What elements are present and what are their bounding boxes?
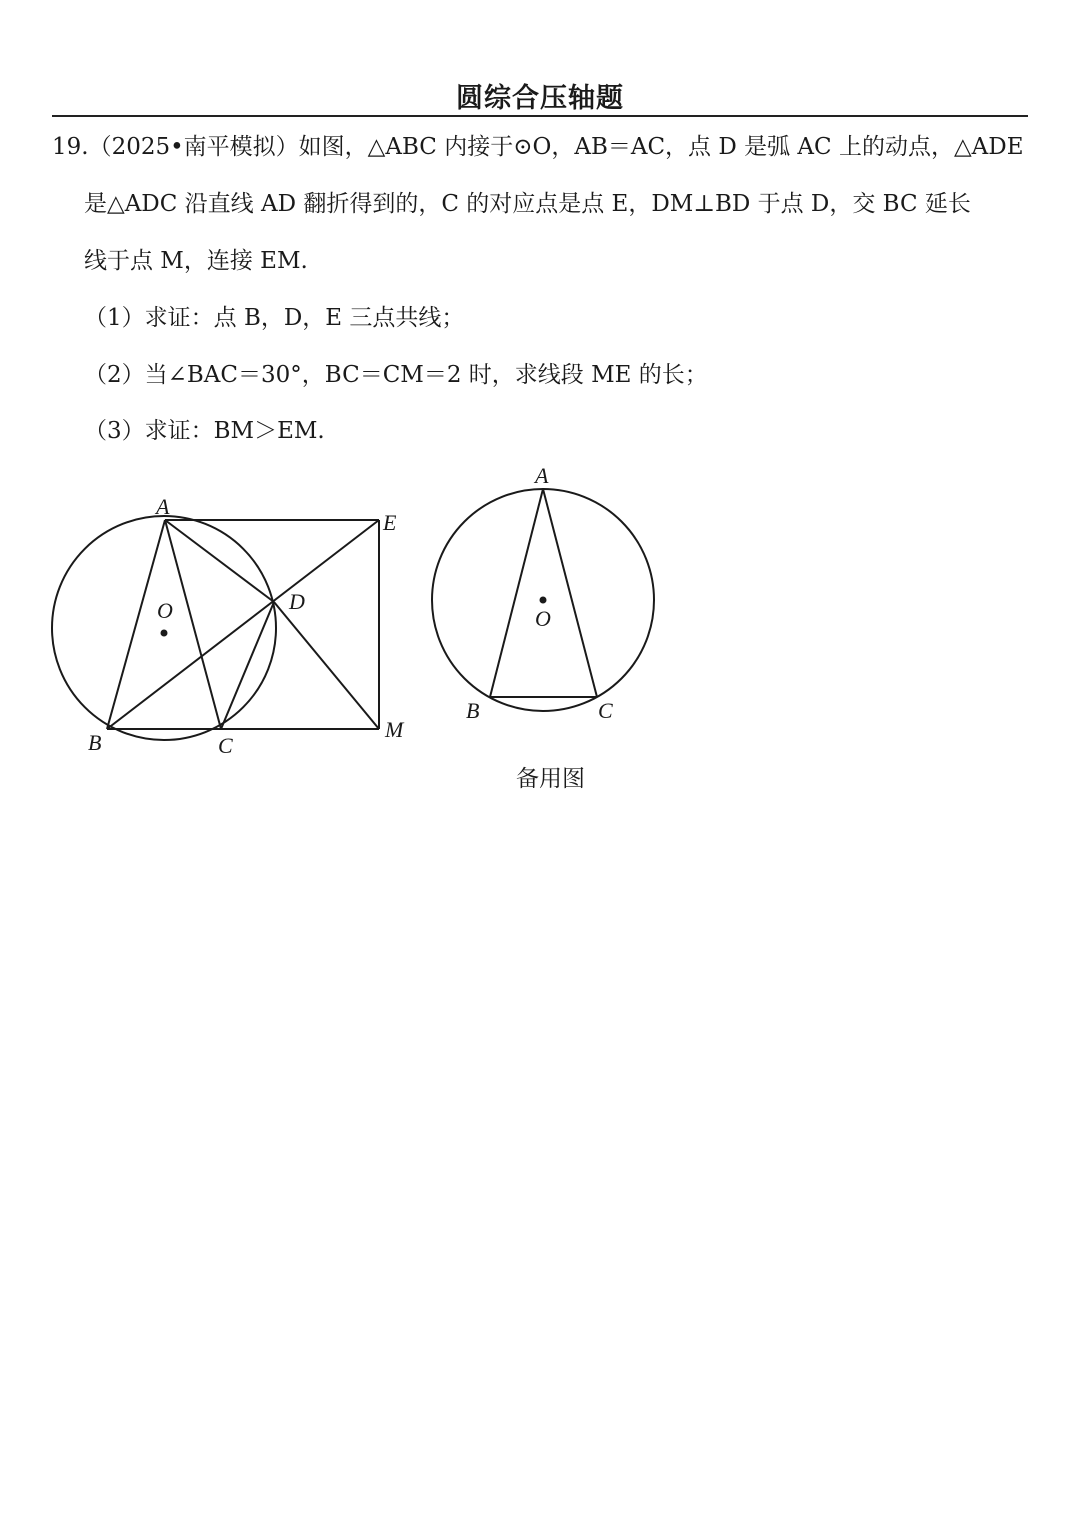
segment-dm: [274, 602, 379, 729]
label-c: C: [218, 733, 233, 758]
spare-label-c: C: [598, 698, 613, 723]
spare-label-b: B: [466, 698, 480, 723]
center-dot-o: [161, 630, 168, 637]
label-e: E: [383, 510, 397, 535]
problem-part-3: （3）求证：BM＞EM.: [84, 418, 325, 444]
problem-part-2: （2）当∠BAC＝30°，BC＝CM＝2 时，求线段 ME 的长；: [84, 362, 708, 388]
problem-part-1: （1）求证：点 B，D，E 三点共线；: [84, 305, 465, 331]
spare-label-a: A: [535, 463, 549, 488]
label-o: O: [157, 598, 173, 623]
segment-be: [107, 520, 379, 729]
problem-line-1: 19.（2025•南平模拟）如图，△ABC 内接于⊙O，AB＝AC，点 D 是弧 AC 上的动点，△ADE: [52, 134, 1024, 160]
segment-ab: [107, 520, 165, 729]
label-a: A: [156, 494, 170, 519]
spare-center-dot-o: [540, 597, 547, 604]
spare-label-o: O: [535, 606, 551, 631]
problem-line-3: 线于点 M，连接 EM.: [84, 248, 308, 274]
label-m: M: [385, 717, 404, 742]
label-d: D: [289, 589, 305, 614]
spare-segment-ab: [490, 489, 543, 697]
figure-main: [52, 516, 379, 740]
circle-o: [52, 516, 276, 740]
page-title: 圆综合压轴题: [456, 83, 624, 114]
spare-figure-caption: 备用图: [516, 766, 585, 792]
label-b: B: [88, 730, 102, 755]
spare-segment-ac: [543, 489, 597, 697]
segment-ac: [165, 520, 221, 729]
problem-line-2: 是△ADC 沿直线 AD 翻折得到的，C 的对应点是点 E，DM⊥BD 于点 D，交 BC 延长: [84, 191, 971, 217]
segment-ad: [165, 520, 274, 602]
